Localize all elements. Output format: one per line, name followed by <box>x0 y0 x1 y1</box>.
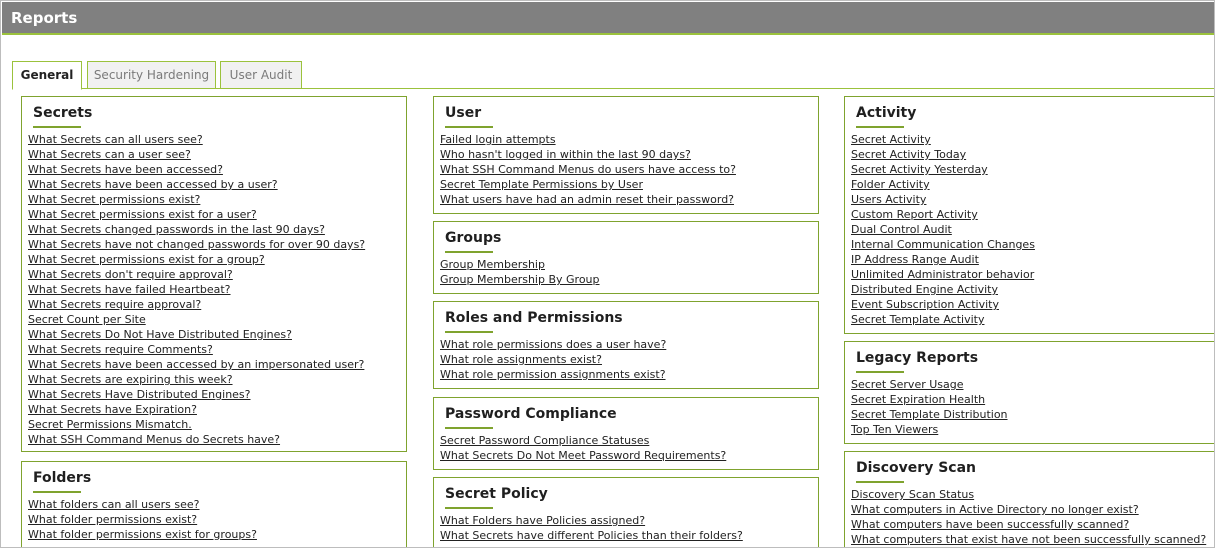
report-link[interactable]: What Secrets Do Not Have Distributed Engines? <box>28 328 292 341</box>
report-list-item <box>440 162 736 177</box>
report-list-item <box>440 257 600 272</box>
tab-security-hardening[interactable]: Security Hardening <box>87 61 216 89</box>
panel-title: User <box>445 105 482 121</box>
report-list-item <box>28 342 365 357</box>
report-link[interactable]: What SSH Command Menus do Secrets have? <box>28 433 281 446</box>
report-list-item <box>440 352 666 367</box>
panel-password-compliance <box>433 397 819 470</box>
report-link[interactable]: What computers that exist have not been successfully scanned? <box>851 533 1207 546</box>
report-link[interactable]: What Secrets have failed Heartbeat? <box>28 283 231 296</box>
report-list-item <box>851 267 1035 282</box>
report-list <box>851 377 1008 437</box>
panel-title: Discovery Scan <box>856 460 976 476</box>
report-link[interactable]: What folder permissions exist for groups? <box>28 528 257 541</box>
report-list-item <box>440 433 726 448</box>
report-list-item <box>440 513 743 528</box>
report-link[interactable]: What computers in Active Directory no longer exist? <box>851 503 1139 516</box>
tab-general[interactable]: General <box>12 61 82 90</box>
report-list <box>28 132 365 447</box>
report-link[interactable]: What Secrets require approval? <box>28 298 202 311</box>
report-list-item <box>28 512 257 527</box>
report-list-item <box>440 367 666 382</box>
report-list-item <box>851 132 1035 147</box>
report-list-item <box>28 192 365 207</box>
report-list-item <box>440 177 736 192</box>
report-link[interactable]: What computers have been successfully scanned? <box>851 518 1130 531</box>
report-list-item <box>28 147 365 162</box>
report-link[interactable]: Group Membership By Group <box>440 273 600 286</box>
report-list-item <box>28 297 365 312</box>
report-link[interactable]: What Secrets Do Not Meet Password Requirements? <box>440 449 727 462</box>
panel-user <box>433 96 819 214</box>
report-link[interactable]: What Secrets are expiring this week? <box>28 373 233 386</box>
report-list-item <box>851 177 1035 192</box>
report-list-item <box>440 448 726 463</box>
panel-activity <box>844 96 1215 334</box>
report-list-item <box>851 237 1035 252</box>
panel-secrets <box>21 96 407 452</box>
report-link[interactable]: What Secrets can a user see? <box>28 148 191 161</box>
title-underline <box>445 251 493 253</box>
report-link[interactable]: What role permission assignments exist? <box>440 368 666 381</box>
report-link[interactable]: What Secret permissions exist for a group? <box>28 253 265 266</box>
report-list-item <box>851 312 1035 327</box>
panel-title: Folders <box>33 470 92 486</box>
report-list-item <box>851 162 1035 177</box>
report-link[interactable]: What Secrets Have Distributed Engines? <box>28 388 251 401</box>
panel-title: Activity <box>856 105 917 121</box>
report-list-item <box>851 377 1008 392</box>
report-link[interactable]: Secret Count per Site <box>28 313 146 326</box>
report-list-item <box>28 252 365 267</box>
tab-user-audit[interactable]: User Audit <box>220 61 302 89</box>
report-list-item <box>851 297 1035 312</box>
report-list-item <box>440 528 743 543</box>
title-underline <box>856 126 904 128</box>
report-link[interactable]: What Secrets have been accessed by an impersonated user? <box>28 358 365 371</box>
report-link[interactable]: Secret Activity Yesterday <box>851 163 988 176</box>
report-list-item <box>851 487 1206 502</box>
report-link[interactable]: What Secret permissions exist? <box>28 193 201 206</box>
report-link[interactable]: What Secrets have been accessed by a user? <box>28 178 278 191</box>
report-link[interactable]: What Secrets have different Policies than their folders? <box>440 529 743 542</box>
report-link[interactable]: Unlimited Administrator behavior <box>851 268 1035 281</box>
report-link[interactable]: What Folders have Policies assigned? <box>440 514 646 527</box>
panel-title: Secret Policy <box>445 486 548 502</box>
title-underline <box>445 427 493 429</box>
report-link[interactable]: What Secrets can all users see? <box>28 133 203 146</box>
report-list <box>440 337 666 382</box>
panel-title: Password Compliance <box>445 406 617 422</box>
report-list <box>440 132 736 207</box>
report-link[interactable]: Internal Communication Changes <box>851 238 1035 251</box>
report-link[interactable]: Discovery Scan Status <box>851 488 975 501</box>
report-list-item <box>28 132 365 147</box>
report-link[interactable]: What folders can all users see? <box>28 498 200 511</box>
report-list-item <box>28 357 365 372</box>
report-list-item <box>440 272 600 287</box>
report-list <box>851 132 1035 327</box>
report-list-item <box>28 402 365 417</box>
report-link[interactable]: Secret Activity Today <box>851 148 967 161</box>
page-title: Reports <box>11 9 78 27</box>
report-list <box>28 497 257 542</box>
tab-divider <box>12 88 1215 89</box>
report-list-item <box>440 192 736 207</box>
report-list-item <box>851 502 1206 517</box>
report-link[interactable]: What users have had an admin reset their password? <box>440 193 735 206</box>
report-list-item <box>28 177 365 192</box>
report-list-item <box>28 387 365 402</box>
report-list-item <box>851 192 1035 207</box>
report-link[interactable]: Secret Template Activity <box>851 313 985 326</box>
report-list <box>851 487 1206 547</box>
report-list-item <box>28 432 365 447</box>
report-link[interactable]: Secret Template Distribution <box>851 408 1008 421</box>
title-underline <box>445 126 493 128</box>
report-link[interactable]: What Secret permissions exist for a user? <box>28 208 257 221</box>
report-link[interactable]: What folder permissions exist? <box>28 513 198 526</box>
report-link[interactable]: Secret Server Usage <box>851 378 964 391</box>
report-list-item <box>28 417 365 432</box>
title-underline <box>445 507 493 509</box>
report-link[interactable]: What SSH Command Menus do users have access to? <box>440 163 736 176</box>
report-list-item <box>851 207 1035 222</box>
report-list-item <box>851 392 1008 407</box>
report-link[interactable]: What Secrets have been accessed? <box>28 163 223 176</box>
report-list-item <box>28 282 365 297</box>
report-link[interactable]: Event Subscription Activity <box>851 298 999 311</box>
report-link[interactable]: Top Ten Viewers <box>851 423 939 436</box>
report-list-item <box>440 147 736 162</box>
report-list-item <box>28 372 365 387</box>
panel-title: Roles and Permissions <box>445 310 623 326</box>
panel-title: Secrets <box>33 105 93 121</box>
report-link[interactable]: Secret Permissions Mismatch. <box>28 418 192 431</box>
report-link[interactable]: Users Activity <box>851 193 927 206</box>
report-link[interactable]: Who hasn't logged in within the last 90 days? <box>440 148 691 161</box>
report-list-item <box>28 162 365 177</box>
panel-roles-and-permissions <box>433 301 819 389</box>
report-link[interactable]: Distributed Engine Activity <box>851 283 998 296</box>
report-link[interactable]: What Secrets have Expiration? <box>28 403 197 416</box>
title-underline <box>33 491 81 493</box>
report-list-item <box>28 327 365 342</box>
report-link[interactable]: Custom Report Activity <box>851 208 978 221</box>
report-link[interactable]: What Secrets changed passwords in the last 90 days? <box>28 223 325 236</box>
panel-title: Legacy Reports <box>856 350 979 366</box>
report-list-item <box>851 517 1206 532</box>
report-link[interactable]: What role assignments exist? <box>440 353 602 366</box>
report-list-item <box>851 222 1035 237</box>
report-link[interactable]: Group Membership <box>440 258 545 271</box>
report-list-item <box>28 312 365 327</box>
report-link[interactable]: What Secrets require Comments? <box>28 343 213 356</box>
report-list <box>440 433 726 463</box>
report-list-item <box>851 532 1206 547</box>
report-list-item <box>851 252 1035 267</box>
title-underline <box>33 126 81 128</box>
title-underline <box>856 481 904 483</box>
report-list-item <box>851 422 1008 437</box>
report-list-item <box>28 497 257 512</box>
report-link[interactable]: Secret Expiration Health <box>851 393 986 406</box>
report-link[interactable]: Failed login attempts <box>440 133 556 146</box>
report-list-item <box>28 267 365 282</box>
report-list <box>440 257 600 287</box>
report-link[interactable]: Secret Template Permissions by User <box>440 178 643 191</box>
panel-secret-policy <box>433 477 819 548</box>
panel-discovery-scan <box>844 451 1215 548</box>
report-list-item <box>851 407 1008 422</box>
report-list-item <box>440 337 666 352</box>
report-list-item <box>440 132 736 147</box>
report-list-item <box>28 237 365 252</box>
page-header <box>2 2 1214 35</box>
report-link[interactable]: Folder Activity <box>851 178 930 191</box>
report-list-item <box>851 282 1035 297</box>
title-underline <box>856 371 904 373</box>
report-link[interactable]: What role permissions does a user have? <box>440 338 667 351</box>
panel-folders <box>21 461 407 548</box>
panel-legacy-reports <box>844 341 1215 444</box>
report-list-item <box>28 207 365 222</box>
report-link[interactable]: Secret Activity <box>851 133 931 146</box>
report-link[interactable]: IP Address Range Audit <box>851 253 979 266</box>
report-link[interactable]: What Secrets don't require approval? <box>28 268 233 281</box>
report-list-item <box>851 147 1035 162</box>
panel-title: Groups <box>445 230 502 246</box>
title-underline <box>445 331 493 333</box>
panel-groups <box>433 221 819 294</box>
report-list-item <box>28 222 365 237</box>
report-list <box>440 513 743 543</box>
report-link[interactable]: What Secrets have not changed passwords for over 90 days? <box>28 238 366 251</box>
report-link[interactable]: Dual Control Audit <box>851 223 952 236</box>
report-link[interactable]: Secret Password Compliance Statuses <box>440 434 650 447</box>
report-list-item <box>28 527 257 542</box>
